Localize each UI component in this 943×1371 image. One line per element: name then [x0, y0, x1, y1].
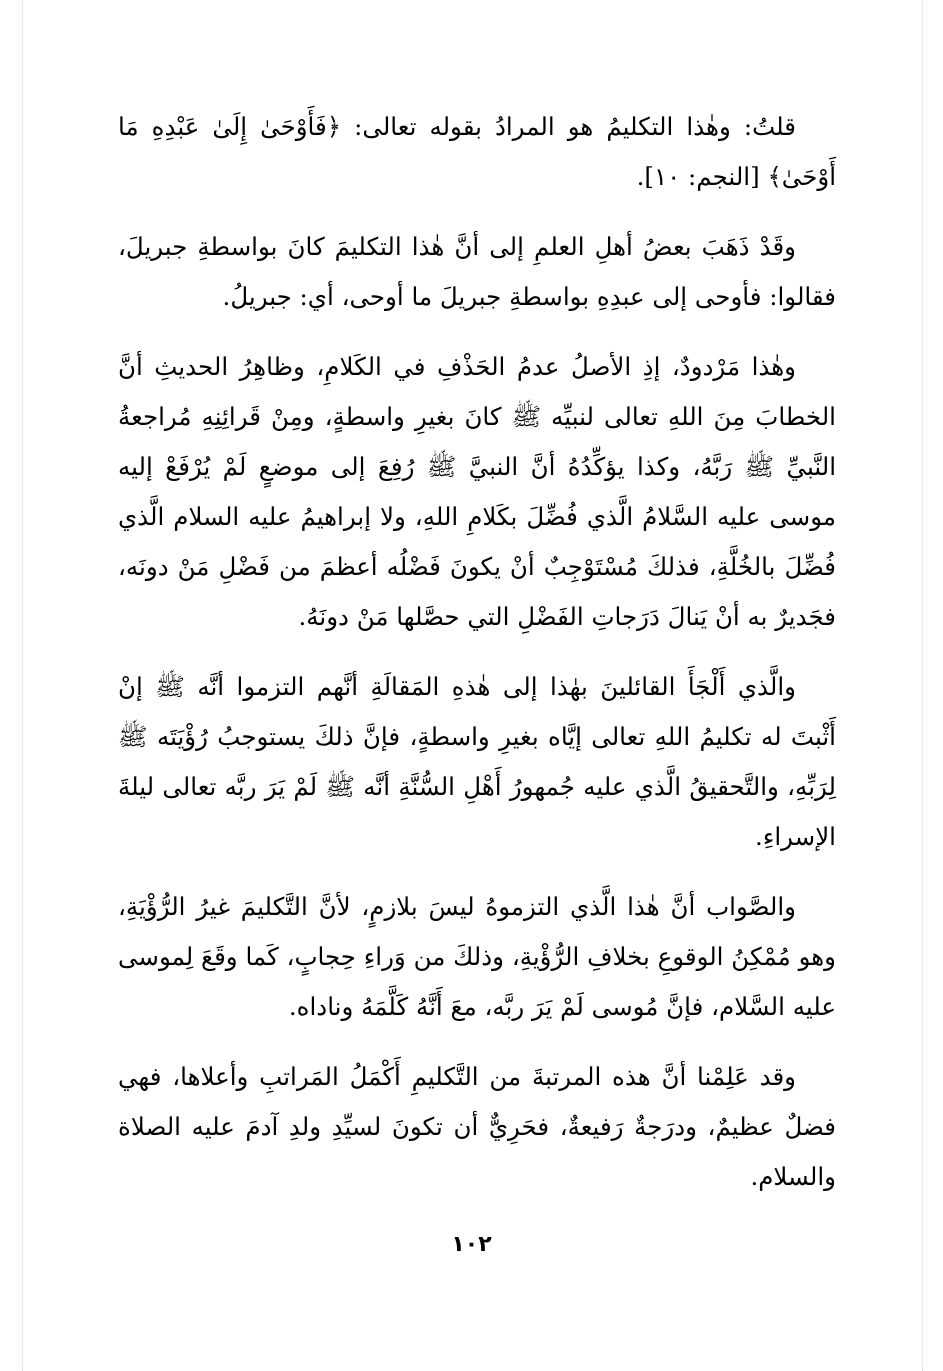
- paragraph-4: والَّذي أَلْجَأَ القائلينَ بهٰذا إلى هٰذهِ المَقالَةِ أنَّهم التزموا أنَّه ﷺ إنْ أَثْبتَ له تكليمُ اللهِ تعالى إيَّاه بغيرِ واسطةٍ، فإنَّ ذلكَ يستوجبُ رُؤْيَتَه ﷺ لِرَبِّهِ، والتَّحقيقُ الَّذي عليه جُمهورُ أَهْلِ السُّنَّةِ أنَّه ﷺ لَمْ يَرَ ربَّه تعالى ليلةَ الإسراءِ.: [118, 672, 836, 851]
- margin-dotted-line-right: [922, 0, 924, 1371]
- paragraph-2: وقَدْ ذَهَبَ بعضُ أهلِ العلمِ إلى أنَّ هٰذا التكليمَ كانَ بواسطةِ جبريلَ، فقالوا: فأوحى إلى عبدِهِ بواسطةِ جبريلَ ما أوحى، أي: جبريلُ.: [118, 232, 836, 311]
- paragraph-5: والصَّواب أنَّ هٰذا الَّذي التزموهُ ليسَ بلازمٍ، لأنَّ التَّكليمَ غيرُ الرُّؤْيَةِ، وهو مُمْكِنُ الوقوعِ بخلافِ الرُّؤْيةِ، وذلكَ من وَراءِ حِجابٍ، كَما وقَعَ لِموسى عليه السَّلام، فإنَّ مُوسى لَمْ يَرَ ربَّه، معَ أَنَّهُ كَلَّمَهُ وناداه.: [118, 892, 836, 1021]
- paragraph-1: قلتُ: وهٰذا التكليمُ هو المرادُ بقوله تعالى: ﴿فَأَوْحَىٰ إِلَىٰ عَبْدِهِ مَا أَوْحَىٰ﴾ [النجم: ١٠].: [118, 112, 836, 191]
- body-text: [118, 102, 836, 1222]
- paragraph-3: وهٰذا مَرْدودٌ، إذِ الأصلُ عدمُ الحَذْفِ في الكَلامِ، وظاهِرُ الحديثِ أنَّ الخطابَ مِنَ اللهِ تعالى لنبيِّه ﷺ كانَ بغيرِ واسطةٍ، ومِنْ قَرائِنِهِ مُراجعةُ النَّبيِّ ﷺ رَبَّهُ، وكذا يؤكِّدُهُ أنَّ النبيَّ ﷺ رُفِعَ إلى موضعٍ لَمْ يُرْفَعْ إليه موسى عليه السَّلامُ الَّذي فُضِّلَ بكَلامِ اللهِ، ولا إبراهيمُ عليه السلام الَّذي فُضِّلَ بالخُلَّةِ، فذلكَ مُسْتَوْجِبٌ أنْ يكونَ فَضْلُه أعظمَ من فَضْلِ مَنْ دونَه، فجَديرٌ به أنْ يَنالَ دَرَجاتِ الفَضْلِ التي حصَّلها مَنْ دونَهُ.: [118, 352, 836, 631]
- paragraph-6: وقد عَلِمْنا أنَّ هذه المرتبةَ من التَّكليمِ أَكْمَلُ المَراتبِ وأعلاها، فهي فضلٌ عظيمٌ، ودرَجةٌ رَفيعةٌ، فحَرِيٌّ أن تكونَ لسيِّدِ ولدِ آدمَ عليه الصلاة والسلام.: [118, 1062, 836, 1191]
- margin-dotted-line-left: [22, 0, 24, 1371]
- page-number: ١٠٢: [451, 1232, 492, 1257]
